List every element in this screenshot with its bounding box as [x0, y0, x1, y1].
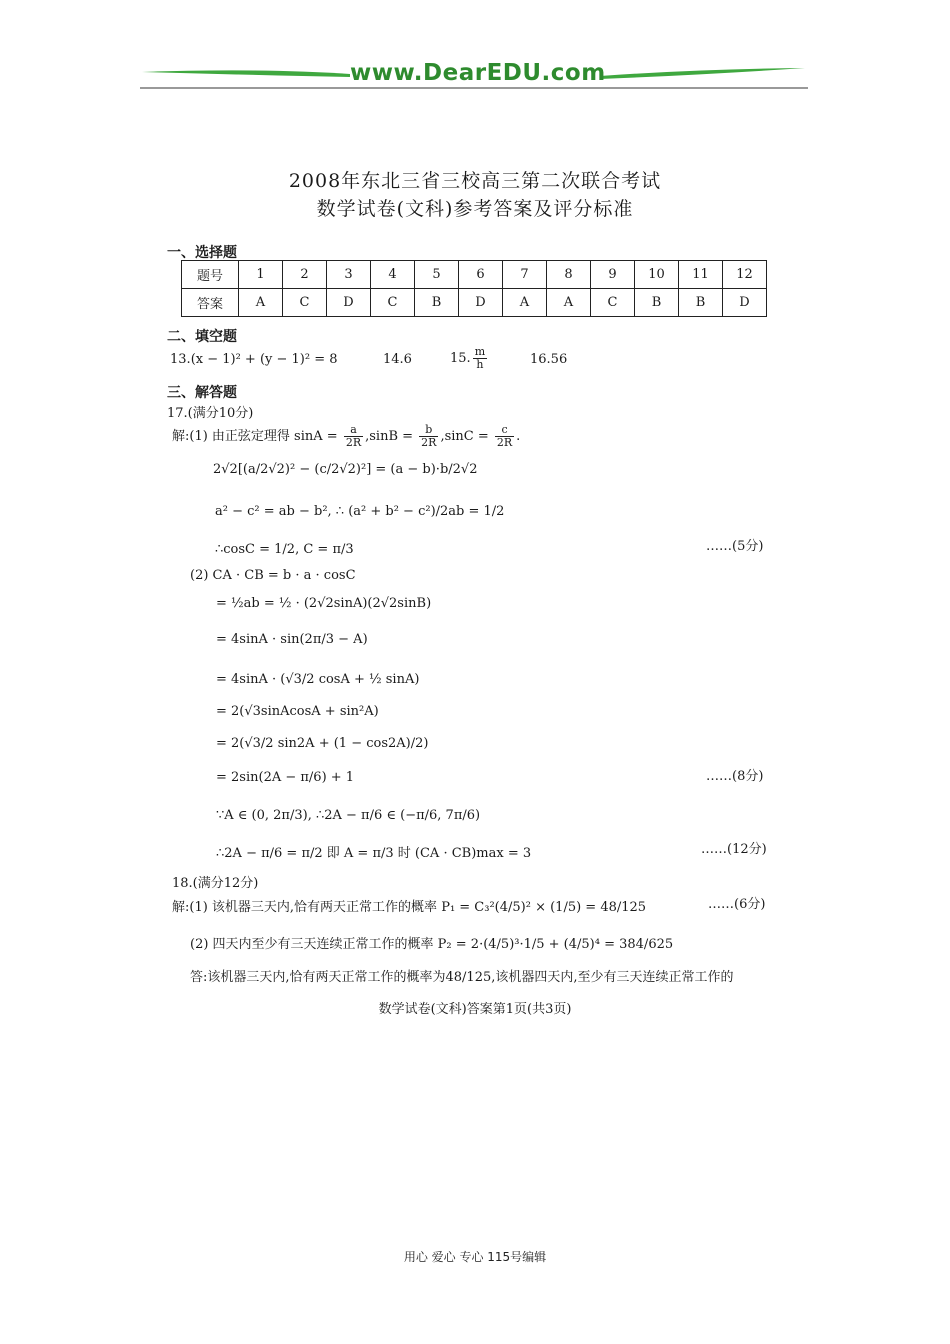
- page-footer: 数学试卷(文科)答案第1页(共3页): [378, 1002, 572, 1017]
- fraction-numerator: m: [474, 345, 486, 358]
- table-cell: 6: [459, 261, 503, 289]
- table-cell: 3: [327, 261, 371, 289]
- q17-part2-line2: = ½ab = ½ · (2√2sinA)(2√2sinB): [216, 596, 432, 611]
- section-fill-label: 二、填空题: [167, 329, 237, 345]
- bottom-note: 用心 爱心 专心 115号编辑: [403, 1250, 547, 1264]
- q17-line4: ∴cosC = 1/2, C = π/3: [215, 542, 354, 557]
- score-6: ……(6分): [708, 897, 766, 912]
- table-cell: C: [591, 289, 635, 317]
- q17-line1: 解:(1) 由正弦定理得 sinA = $\frac{a}{2R}$ ,sinB = $\frac{b}{2R}$ ,sinC = $\frac{c}{2R}$ .: [172, 423, 521, 449]
- section-solve-label: 三、解答题: [167, 385, 237, 401]
- table-cell: 7: [503, 261, 547, 289]
- q17-part2-line4: = 4sinA · (√3/2 cosA + ½ sinA): [216, 672, 420, 687]
- table-row-answers: [182, 289, 767, 317]
- fraction-denominator: h: [476, 358, 484, 371]
- table-cell: D: [327, 289, 371, 317]
- table-cell: B: [415, 289, 459, 317]
- table-cell: D: [459, 289, 503, 317]
- doc-title-line1: 2008年东北三省三校高三第二次联合考试: [288, 170, 662, 192]
- table-cell: 11: [679, 261, 723, 289]
- q17-line3: a² − c² = ab − b², ∴ (a² + b² − c²)/2ab = 1/2: [215, 504, 505, 519]
- section-choice-label: 一、选择题: [167, 245, 237, 261]
- table-cell: 8: [547, 261, 591, 289]
- score-5: ……(5分): [706, 539, 764, 554]
- fraction-a-2r: $\frac{a}{2R}$: [345, 423, 362, 449]
- table-cell: A: [503, 289, 547, 317]
- q17-part2-line3: = 4sinA · sin(2π/3 − A): [216, 632, 368, 647]
- answer-13: [170, 352, 338, 367]
- answer-14: 14.6: [383, 352, 412, 367]
- site-logo-text: www.DearEDU.com: [350, 60, 606, 86]
- table-cell: 题号: [182, 261, 239, 289]
- table-cell: D: [723, 289, 767, 317]
- q17-part2-line9: ∴2A − π/6 = π/2 即 A = π/3 时 (CA · CB)max = 3: [216, 846, 532, 861]
- q17-line2: 2√2[(a/2√2)² − (c/2√2)²] = (a − b)·b/2√2: [213, 462, 478, 477]
- q18-line3: 答:该机器三天内,恰有两天正常工作的概率为48/125,该机器四天内,至少有三天连续正常工作的: [190, 970, 734, 985]
- table-cell: 答案: [182, 289, 239, 317]
- answer-15-fraction: [473, 346, 487, 371]
- q18-heading: 18.(满分12分): [172, 876, 259, 891]
- answer-16: 16.56: [530, 352, 568, 367]
- q17-line1-prefix: 解:(1) 由正弦定理得 sinA =: [172, 429, 338, 444]
- table-cell: C: [283, 289, 327, 317]
- answer-13-label: 13.: [170, 352, 191, 367]
- table-cell: 12: [723, 261, 767, 289]
- table-row-header: [182, 261, 767, 289]
- table-cell: 5: [415, 261, 459, 289]
- score-12: ……(12分): [701, 842, 767, 857]
- q17-heading: 17.(满分10分): [167, 406, 254, 421]
- table-cell: B: [635, 289, 679, 317]
- table-cell: 4: [371, 261, 415, 289]
- answer-15-label: 15.: [450, 351, 471, 366]
- q17-part2-line7: = 2sin(2A − π/6) + 1: [216, 770, 355, 785]
- answer-table: [181, 260, 767, 317]
- q17-part2-line8: ∵A ∈ (0, 2π/3), ∴2A − π/6 ∈ (−π/6, 7π/6): [216, 808, 481, 823]
- fraction-c-2r: $\frac{c}{2R}$: [496, 423, 513, 449]
- q17-part2-line6: = 2(√3/2 sin2A + (1 − cos2A)/2): [216, 736, 429, 751]
- answer-13-text: (x − 1)² + (y − 1)² = 8: [190, 352, 338, 367]
- table-cell: C: [371, 289, 415, 317]
- table-cell: 9: [591, 261, 635, 289]
- table-cell: 10: [635, 261, 679, 289]
- table-cell: B: [679, 289, 723, 317]
- score-8: ……(8分): [706, 769, 764, 784]
- q17-part2-line1: (2) CA · CB = b · a · cosC: [190, 568, 356, 583]
- table-cell: A: [239, 289, 283, 317]
- table-cell: 2: [283, 261, 327, 289]
- answer-15: [450, 346, 489, 371]
- q17-part2-line5: = 2(√3sinAcosA + sin²A): [216, 704, 379, 719]
- table-cell: 1: [239, 261, 283, 289]
- q18-line2: (2) 四天内至少有三天连续正常工作的概率 P₂ = 2·(4/5)³·1/5 + (4/5)⁴ = 384/625: [190, 937, 674, 952]
- fraction-b-2r: $\frac{b}{2R}$: [421, 423, 437, 449]
- doc-title-line2: 数学试卷(文科)参考答案及评分标准: [316, 198, 634, 220]
- table-cell: A: [547, 289, 591, 317]
- q18-line1: 解:(1) 该机器三天内,恰有两天正常工作的概率 P₁ = C₃²(4/5)² × (1/5) = 48/125: [172, 900, 647, 915]
